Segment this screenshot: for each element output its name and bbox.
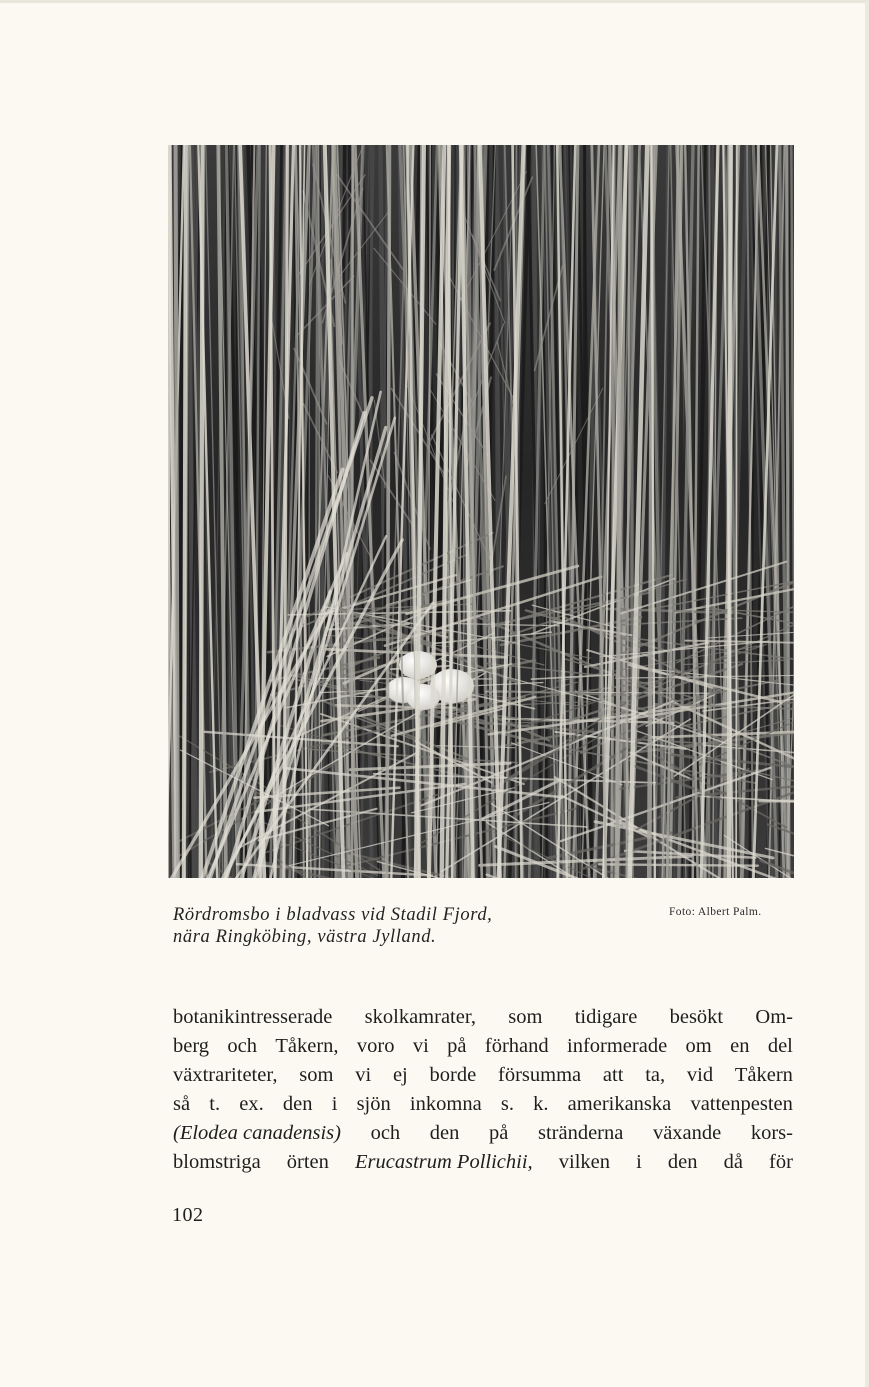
photo-caption [173,904,492,948]
text-line [173,1148,793,1177]
body-paragraph [173,1003,793,1177]
word: vi [412,1035,429,1057]
word: att [602,1064,624,1086]
italic-term: Erucastrum Pollichii, [355,1151,533,1173]
word: och [227,1035,258,1057]
word: Tåkern [734,1064,793,1086]
word: örten [286,1151,329,1173]
word: vi [355,1064,372,1086]
italic-term: (Elodea canadensis) [173,1122,341,1144]
word: för [769,1151,793,1173]
word: botanikintresserade [173,1006,333,1028]
word: kors- [750,1122,793,1144]
word: berg [173,1035,210,1057]
word: växande [652,1122,722,1144]
word: om [685,1035,712,1057]
word: växtrariteter, [173,1064,278,1086]
word: inkomna [409,1093,482,1115]
word: tidigare [574,1006,638,1028]
word: försumma [498,1064,582,1086]
reed-stem [309,145,310,878]
word: som [508,1006,543,1028]
word: informerade [567,1035,668,1057]
word: en [730,1035,750,1057]
text-line [173,1061,793,1090]
word: k. [533,1093,549,1115]
word: i [331,1093,338,1115]
word: blomstriga [173,1151,261,1173]
caption-line-2: nära Ringköbing, västra Jylland. [173,927,437,947]
page-number: 102 [172,1204,204,1226]
word: voro [356,1035,395,1057]
word: ej [392,1064,408,1086]
word: borde [429,1064,477,1086]
word: del [767,1035,793,1057]
word: den [282,1093,313,1115]
word: då [723,1151,743,1173]
reed-stem-front [736,145,737,878]
word: stränderna [537,1122,624,1144]
word: amerikanska [567,1093,672,1115]
word: så [173,1093,191,1115]
word: vattenpesten [690,1093,793,1115]
photo-credit: Foto: Albert Palm. [669,906,762,918]
text-line [173,1090,793,1119]
text-line [173,1119,793,1148]
fallen-reed [760,801,794,802]
nest-photograph [168,145,794,878]
word: i [636,1151,642,1173]
word: på [447,1035,467,1057]
word: och [370,1122,401,1144]
word: s. [500,1093,514,1115]
text-line [173,1032,793,1061]
caption-line-1: Rördromsbo i bladvass vid Stadil Fjord, [173,905,493,925]
word: Tåkern, [275,1035,339,1057]
fallen-reed [599,864,758,865]
word: vid [686,1064,714,1086]
word: den [667,1151,698,1173]
word: skolkamrater, [364,1006,476,1028]
reed-stem-front [184,145,186,878]
word: ta, [645,1064,666,1086]
word: t. [209,1093,221,1115]
word: ex. [239,1093,264,1115]
reed-nest-image [168,145,794,878]
word: vilken [558,1151,610,1173]
word: Om- [755,1006,793,1028]
word: förhand [484,1035,549,1057]
word: som [299,1064,334,1086]
word: besökt [669,1006,724,1028]
word: sjön [356,1093,391,1115]
word: på [489,1122,509,1144]
text-line [173,1003,793,1032]
word: den [429,1122,460,1144]
reed-stem-front [176,145,178,878]
